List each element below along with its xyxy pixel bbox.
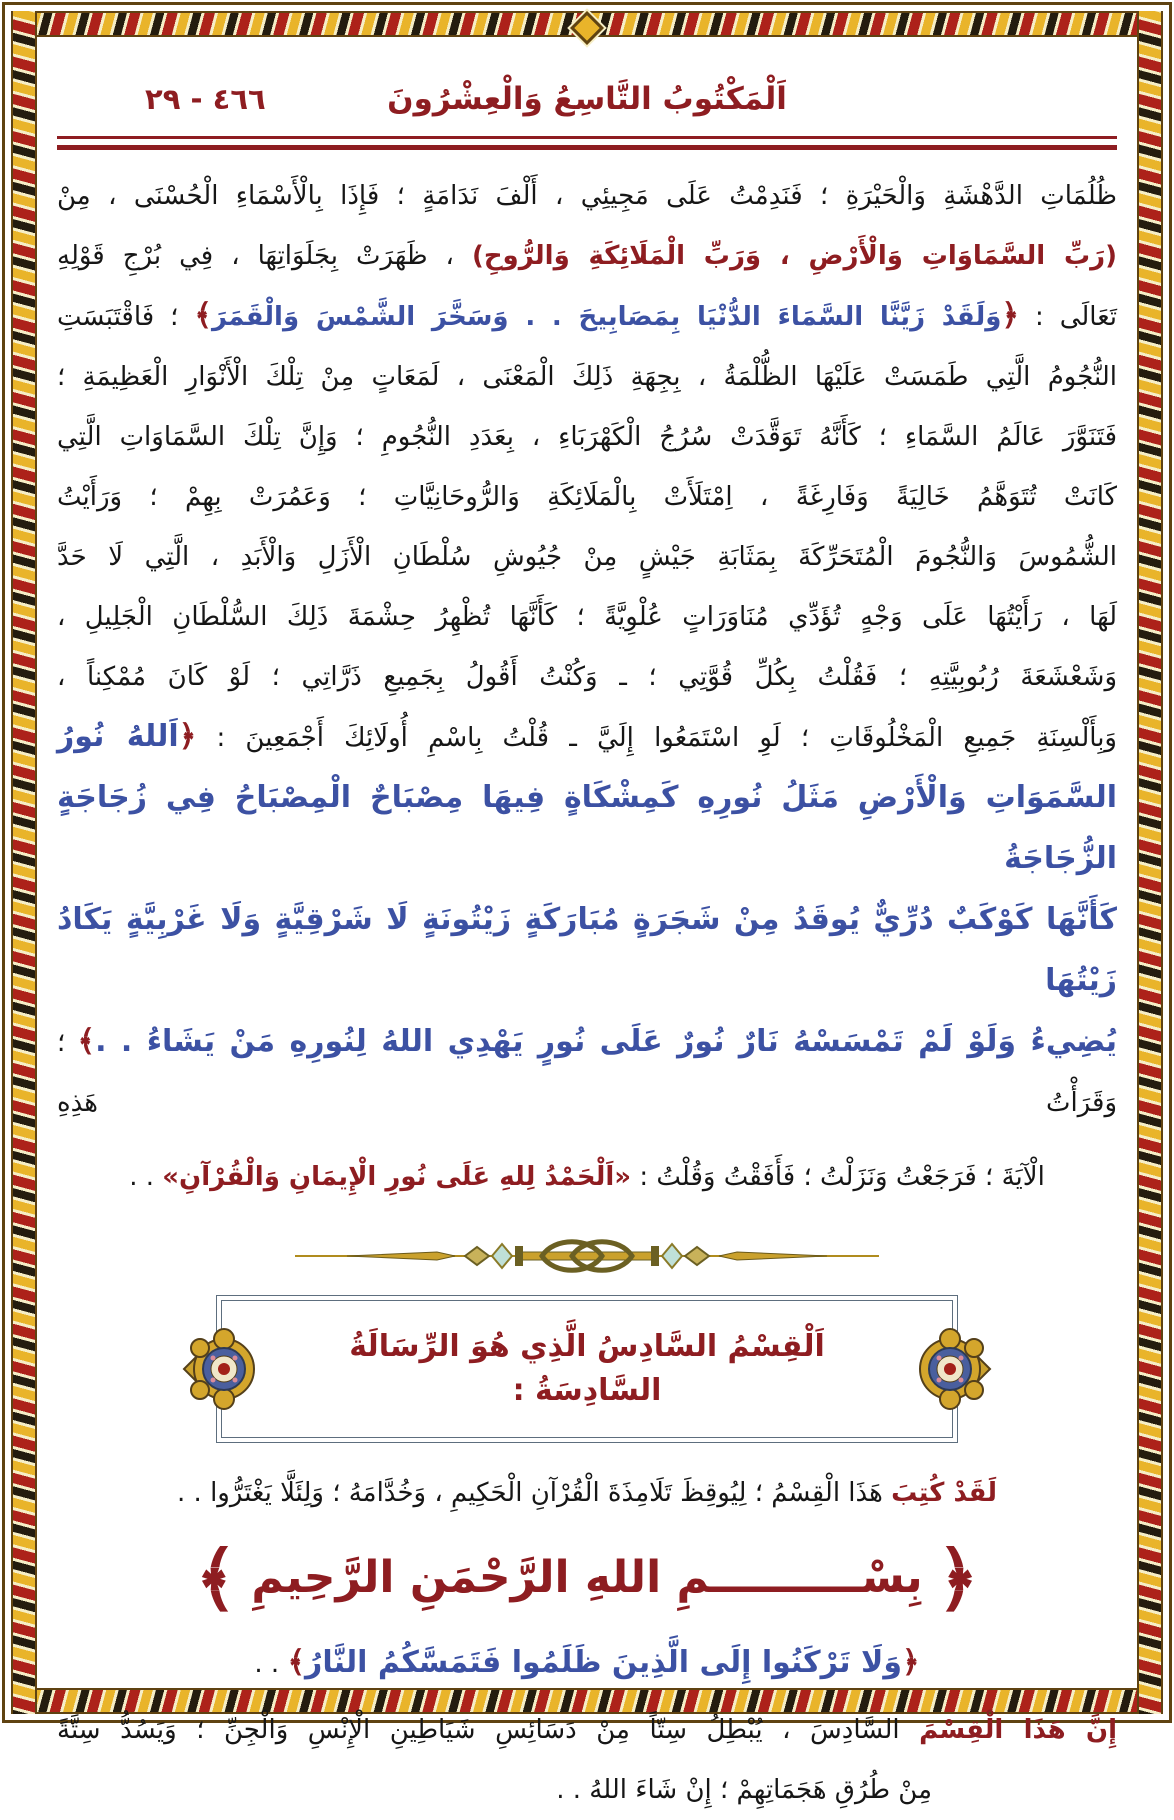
text-segment: ﴾ <box>194 298 212 333</box>
basmala-row <box>57 1533 1117 1623</box>
chapter-title: اَلْمَكْتُوبُ التَّاسِعُ وَالْعِشْرُونَ <box>387 81 787 117</box>
text-segment: كَأَنَّهَا كَوْكَبٌ دُرِّيٌّ يُوقَدُ مِنْ شَجَرَةٍ مُبَارَكَةٍ زَيْتُونَةٍ لَا شَرْقِيَّةٍ وَلَا غَرْبِيَّةٍ يَكَادُ زَيْتُهَا <box>57 902 1117 998</box>
text-line <box>57 1700 1117 1760</box>
text-segment: هَذَا الْقِسْمُ ؛ لِيُوقِظَ تَلَامِذَةَ الْقُرْآنِ الْحَكِيمِ ، وَخُدَّامَهُ ؛ وَلِئَلَّا يَغْتَرُّوا . . <box>177 1478 892 1508</box>
text-segment: السَّادِسَ ، يُبْطِلُ سِتّاً مِنْ دَسَائِسِ شَيَاطِينِ الْإِنْسِ وَالْجِنِّ ؛ وَيَسُدُّ سِتَّةً <box>57 1715 920 1745</box>
text-line <box>57 647 1117 707</box>
text-line <box>57 707 1117 768</box>
section-divider <box>287 1233 887 1283</box>
text-segment: لَهَا ، رَأَيْتُهَا عَلَى وَجْهٍ تُؤَدِّي مُنَاوَرَاتٍ عُلْوِيَّةً ؛ كَأَنَّهَا تُظْهِرُ حِشْمَةَ ذَلِكَ السُّلْطَانِ الْجَلِيلِ ، <box>57 602 1117 632</box>
text-segment: كَانَتْ تُتَوَهَّمُ خَالِيَةً وَفَارِغَةً ، اِمْتَلَأَتْ بِالْمَلَائِكَةِ وَالرُّوحَانِيَّاتِ ؛ وَعَمُرَتْ بِهِمْ ؛ وَرَأَيْتُ <box>57 482 1117 512</box>
text-segment: وَبِأَلْسِنَةِ جَمِيعِ الْمَخْلُوقَاتِ ؛ لَوِ اسْتَمَعُوا إِلَيَّ ـ قُلْتُ بِاسْمِ أُولَائِكَ أَجْمَعِينَ : <box>196 723 1117 753</box>
border-center-gem-icon <box>570 11 604 45</box>
title-box-outer-border <box>216 1295 958 1443</box>
text-segment: ﴿ <box>178 719 197 754</box>
text-segment: ﴿ <box>1001 298 1020 333</box>
page-content <box>57 50 1118 1805</box>
page-number: ٤٦٦ - ٢٩ <box>145 82 266 116</box>
text-segment: مِنْ طُرُقِ هَجَمَاتِهِمْ ؛ إِنْ شَاءَ اللهُ . . <box>556 1775 932 1805</box>
text-segment: الشُّمُوسَ وَالنُّجُومَ الْمُتَحَرِّكَةَ بِمَثَابَةِ جَيْشٍ مِنْ جُيُوشِ سُلْطَانِ الْأَزَلِ وَالْأَبَدِ ، الَّتِي لَا حَدَّ <box>57 542 1117 572</box>
floral-medallion-icon <box>920 1310 994 1428</box>
text-line <box>57 226 1117 286</box>
text-segment: وَشَعْشَعَةَ رُبُوبِيَّتِهِ ؛ فَقُلْتُ بِكُلِّ قُوَّتِي ؛ ـ وَكُنْتُ أَقُولُ بِجَمِيعِ ذَرَّاتِي ؛ لَوْ كَانَ مُمْكِناً ، <box>57 662 1117 692</box>
header-rule <box>57 136 1117 150</box>
body-text <box>57 166 1117 1207</box>
text-segment: يُضِيءُ وَلَوْ لَمْ تَمْسَسْهُ نَارٌ نُورٌ عَلَى نُورٍ يَهْدِي اللهُ لِنُورِهِ مَنْ يَشَاءُ . . <box>95 1024 1117 1059</box>
text-segment: «اَلْحَمْدُ لِلهِ عَلَى نُورِ الْإِيمَانِ وَالْقُرْآنِ» <box>162 1162 632 1192</box>
text-segment: السَّمَوَاتِ وَالْأَرْضِ مَثَلُ نُورِهِ كَمِشْكَاةٍ فِيهَا مِصْبَاحٌ الْمِصْبَاحُ فِي زُجَاجَةٍ الزُّجَاجَةُ <box>57 780 1117 876</box>
text-segment: النُّجُومُ الَّتِي طَمَسَتْ عَلَيْهَا الظُّلْمَةُ ، بِجِهَةِ ذَلِكَ الْمَعْنَى ، لَمَعَاتٍ مِنْ تِلْكَ الْأَنْوَارِ الْعَظِيمَةِ ؛ <box>57 362 1117 392</box>
text-line <box>57 347 1117 407</box>
section-title: اَلْقِسْمُ السَّادِسُ الَّذِي هُوَ الرِّسَالَةُ السَّادِسَةُ : <box>349 1329 825 1408</box>
text-segment: (رَبِّ السَّمَاوَاتِ وَالْأَرْضِ ، وَرَبِّ الْمَلَائِكَةِ وَالرُّوحِ) <box>471 241 1117 271</box>
text-segment: ، ظَهَرَتْ بِجَلَوَاتِهَا ، فِي بُرْجِ قَوْلِهِ <box>57 241 472 271</box>
text-segment: إِنَّ هَذَا الْقِسْمَ <box>919 1715 1117 1745</box>
border-chain-left <box>11 11 37 1714</box>
text-line <box>57 1012 1117 1133</box>
section-intro <box>57 1463 1117 1523</box>
page-header <box>57 76 1117 122</box>
title-box-inner-border <box>221 1300 953 1438</box>
text-line <box>57 467 1117 527</box>
text-segment: . . <box>254 1649 288 1679</box>
text-segment: ﴾ <box>287 1645 306 1680</box>
text-segment: وَلَا تَرْكَنُوا إِلَى الَّذِينَ ظَلَمُوا فَتَمَسَّكُمُ النَّارُ <box>305 1645 902 1680</box>
text-line <box>57 1463 1117 1523</box>
closing-paragraph <box>57 1700 1117 1820</box>
text-segment: لَقَدْ كُتِبَ <box>891 1478 997 1508</box>
basmala: بِسْــــــــــمِ اللهِ الرَّحْمَنِ الرَّحِيمِ <box>251 1552 923 1603</box>
text-segment: فَتَنَوَّرَ عَالَمُ السَّمَاءِ ؛ كَأَنَّهُ تَوَقَّدَتْ سُرُجُ الْكَهْرَبَاءِ ، بِعَدَدِ النُّجُومِ ؛ وَإِنَّ تِلْكَ السَّمَاوَاتِ الَّتِي <box>57 422 1117 452</box>
text-line <box>57 1147 1117 1207</box>
text-line <box>57 407 1117 467</box>
basmala-flourish-right-icon: ﴿ <box>936 1536 979 1620</box>
text-segment: تَعَالَى : <box>1019 302 1118 332</box>
text-segment: الْآيَةَ ؛ فَرَجَعْتُ وَنَزَلْتُ ؛ فَأَفَقْتُ وَقُلْتُ : <box>631 1162 1045 1192</box>
quran-verse-row <box>57 1631 1117 1696</box>
ornamental-divider-icon <box>287 1233 887 1279</box>
floral-medallion-icon <box>180 1310 254 1428</box>
text-segment: اَللهُ نُورُ <box>57 719 179 754</box>
text-line <box>57 286 1117 347</box>
text-segment: ؛ وَقَرَأْتُ هَذِهِ <box>57 1028 1117 1118</box>
text-line <box>57 527 1117 587</box>
text-line <box>57 587 1117 647</box>
text-segment: ﴾ <box>77 1024 96 1059</box>
text-line <box>57 166 1117 226</box>
text-segment: . . <box>129 1162 163 1192</box>
text-line <box>57 890 1117 1012</box>
text-segment: ظُلُمَاتِ الدَّهْشَةِ وَالْحَيْرَةِ ؛ فَنَدِمْتُ عَلَى مَجِيئِي ، أَلْفَ نَدَامَةٍ ؛ فَإِذَا بِالْأَسْمَاءِ الْحُسْنَى ، مِنْ <box>57 181 1117 211</box>
text-line <box>57 768 1117 890</box>
text-segment: ﴿ <box>902 1645 920 1680</box>
text-line <box>57 1631 1117 1696</box>
section-title-box <box>216 1295 958 1443</box>
text-segment: ؛ فَاقْتَبَسَتِ <box>57 302 195 332</box>
text-segment: وَلَقَدْ زَيَّنَّا السَّمَاءَ الدُّنْيَا بِمَصَابِيحَ . . وَسَخَّرَ الشَّمْسَ وَالْقَمَرَ <box>211 302 1002 332</box>
text-line <box>57 1760 1117 1820</box>
border-chain-right <box>1137 11 1163 1714</box>
basmala-flourish-left-icon: ﴾ <box>195 1536 238 1620</box>
